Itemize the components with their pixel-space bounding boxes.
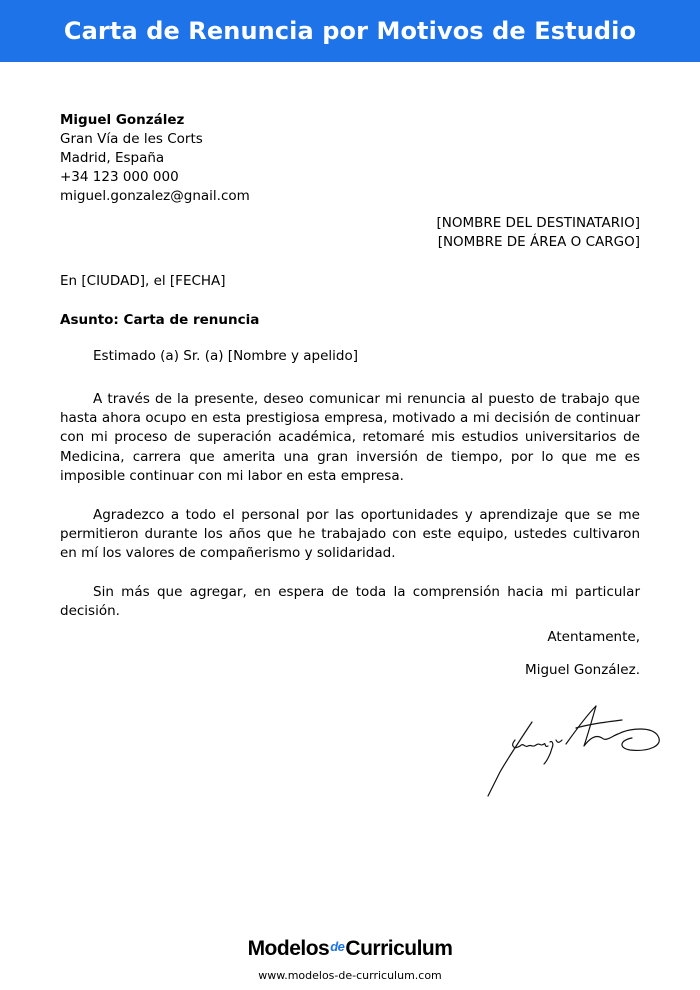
title-banner	[0, 0, 700, 62]
subject-line: Asunto: Carta de renuncia	[60, 312, 260, 328]
body-paragraph-2: Agradezco a todo el personal por las oportunidades y aprendizaje que se me permitieron durante los años que he trabajado con este equipo, ustedes cultivaron en mí los valores de compañerismo y solidaridad.	[60, 507, 640, 562]
sender-name: Miguel González	[60, 112, 185, 128]
sender-city: Madrid, España	[60, 150, 165, 166]
sender-email: miguel.gonzalez@gnail.com	[60, 188, 250, 204]
place-date: En [CIUDAD], el [FECHA]	[60, 273, 226, 289]
greeting: Estimado (a) Sr. (a) [Nombre y apelido]	[93, 348, 359, 364]
closing-block	[525, 628, 640, 680]
page-title: Carta de Renuncia por Motivos de Estudio	[63, 17, 637, 45]
sender-phone: +34 123 000 000	[60, 169, 179, 185]
footer-logo	[0, 937, 700, 961]
sender-block	[60, 111, 250, 206]
recipient-block	[436, 214, 640, 252]
handwritten-signature	[480, 700, 670, 805]
logo-text-de: de	[330, 939, 345, 954]
sender-address: Gran Vía de les Corts	[60, 131, 203, 147]
closing-salutation: Atentamente,	[547, 629, 640, 645]
recipient-name: [NOMBRE DEL DESTINATARIO]	[436, 215, 640, 231]
body-paragraph-3: Sin más que agregar, en espera de toda la comprensión hacia mi particular decisión.	[60, 584, 640, 620]
logo-text-curriculum: Curriculum	[345, 937, 453, 960]
recipient-area: [NOMBRE DE ÁREA O CARGO]	[437, 234, 640, 250]
logo-text-modelos: Modelos	[247, 937, 330, 960]
footer-url[interactable]: www.modelos-de-curriculum.com	[258, 969, 442, 982]
body-paragraph-1: A través de la presente, deseo comunicar mi renuncia al puesto de trabajo que hasta ahora ocupo en esta prestigiosa empresa, motivado a mi decisión de continuar con mi proceso de superación académica, retomaré mis estudios universitarios de Medicina, carrera que amerita una gran inversión de tiempo, por lo que me es imposible continuar con mi labor en esta empresa.	[60, 391, 640, 484]
closing-name: Miguel González.	[525, 662, 640, 678]
